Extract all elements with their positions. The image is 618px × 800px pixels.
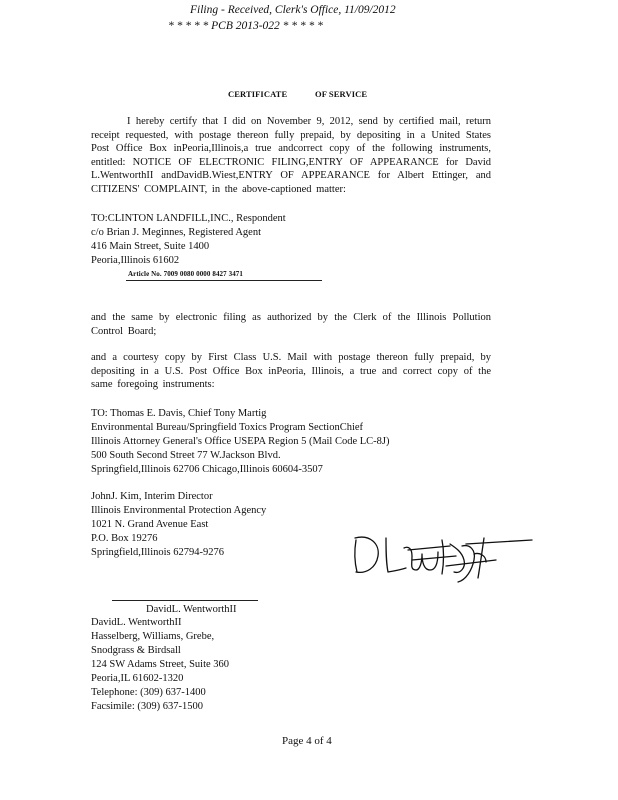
signature-block-line: Peoria,IL 61602-1320	[91, 673, 184, 684]
recipient2-line: Illinois Attorney General's Office USEPA Region 5 (Mail Code LC-8J)	[91, 436, 390, 447]
signature-line	[112, 600, 258, 601]
recipient2-line: Springfield,Illinois 62706 Chicago,Illinois 60604-3507	[91, 464, 323, 475]
recipient3-line: JohnJ. Kim, Interim Director	[91, 491, 213, 502]
certificate-title: CERTIFICATE	[228, 89, 288, 99]
signature-block-line: Snodgrass & Birdsall	[91, 645, 181, 656]
article-number: Article No. 7009 0080 0000 8427 3471	[128, 270, 244, 278]
recipient3-line: Illinois Environmental Protection Agency	[91, 505, 267, 516]
recipient2-line: Environmental Bureau/Springfield Toxics Program SectionChief	[91, 422, 364, 433]
filing-header-line2: * * * * * PCB 2013-022 * * * * *	[168, 20, 323, 32]
recipient2-line: 500 South Second Street 77 W.Jackson Blvd.	[91, 450, 281, 461]
recipient1-line: c/o Brian J. Meginnes, Registered Agent	[91, 227, 262, 238]
filing-header-line1: Filing - Received, Clerk's Office, 11/09/2012	[190, 4, 396, 16]
signature-block-line: Hasselberg, Williams, Grebe,	[91, 631, 215, 642]
courtesy-paragraph: and a courtesy copy by First Class U.S. Mail with postage thereon fully prepaid, by depositing in a U.S. Post Office Box inPeoria, Illinois, a true and correct copy of the same foregoing instruments:	[91, 352, 491, 391]
signature-block-line: Facsimile: (309) 637-1500	[91, 701, 203, 712]
article-underline	[126, 280, 322, 281]
page-number: Page 4 of 4	[282, 735, 332, 747]
recipient2-line: TO: Thomas E. Davis, Chief Tony Martig	[91, 408, 267, 419]
recipient1-line: Peoria,Illinois 61602	[91, 255, 180, 266]
intro-paragraph: I hereby certify that I did on November 9, 2012, send by certified mail, return receipt requested, with postage thereon fully prepaid, by depositing in a United States Post Office Box inPeoria,Illinois,a true andcorrect copy of the following instruments, entitled: NOTICE OF ELECTRONIC FILING,ENTRY OF APPEARANCE for David L.WentworthII andDavidB.Wiest,ENTRY OF APPEARANCE for Albert Ettinger, and CITIZENS' COMPLAINT, in the above-captioned matter:	[91, 116, 491, 195]
signature-block-line: Telephone: (309) 637-1400	[91, 687, 206, 698]
signature-block-line: DavidL. WentworthII	[91, 617, 182, 628]
recipient1-line: TO:CLINTON LANDFILL,INC., Respondent	[91, 213, 286, 224]
recipient1-line: 416 Main Street, Suite 1400	[91, 241, 210, 252]
recipient3-line: P.O. Box 19276	[91, 533, 158, 544]
signer-name: DavidL. WentworthII	[146, 604, 237, 615]
recipient3-line: Springfield,Illinois 62794-9276	[91, 547, 224, 558]
electronic-filing-paragraph: and the same by electronic filing as authorized by the Clerk of the Illinois Pollution Control Board;	[91, 312, 491, 337]
recipient3-line: 1021 N. Grand Avenue East	[91, 519, 209, 530]
signature-block-line: 124 SW Adams Street, Suite 360	[91, 659, 230, 670]
handwritten-signature	[346, 526, 536, 586]
service-title: OF SERVICE	[315, 89, 368, 99]
